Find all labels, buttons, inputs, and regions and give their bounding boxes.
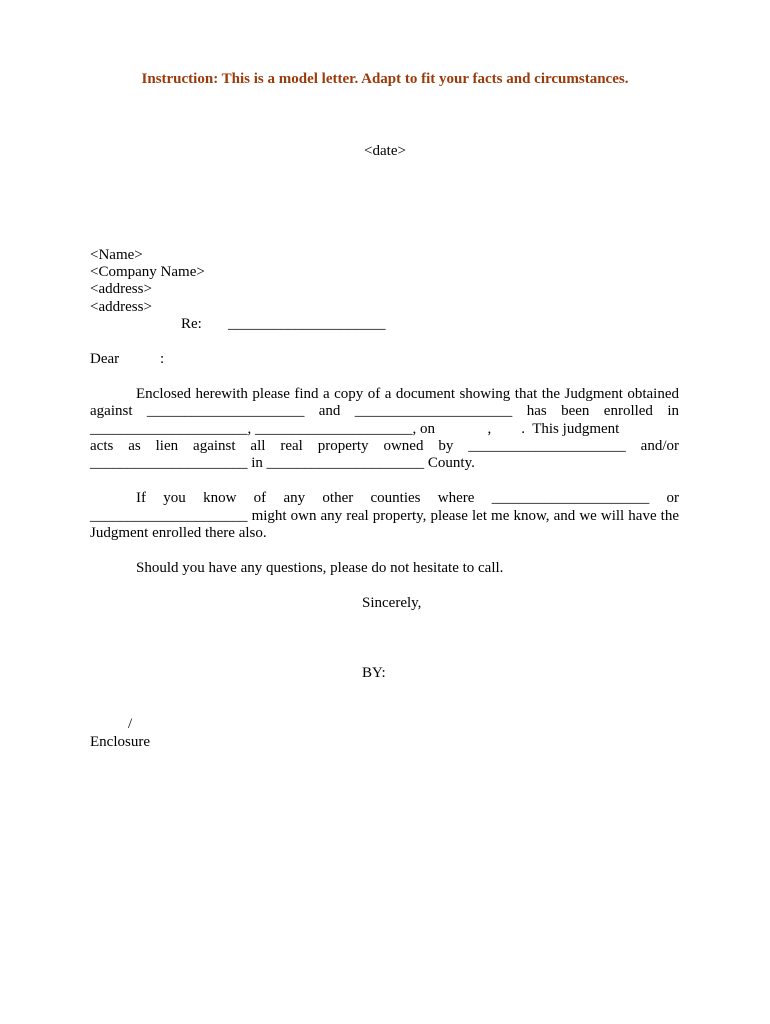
closing: Sincerely, bbox=[362, 595, 422, 611]
enclosure-label: Enclosure bbox=[90, 734, 150, 750]
paragraph-1-line-1: Enclosed herewith please find a copy of a document showing that the Judgment obtained bbox=[136, 386, 679, 402]
recipient-address-1: <address> bbox=[90, 281, 152, 297]
paragraph-1-line-2: against _____________________ and _____________________ has been enrolled in bbox=[90, 403, 679, 419]
salutation-colon: : bbox=[160, 351, 165, 367]
paragraph-1-line-5: _____________________ in _____________________ County. bbox=[90, 455, 475, 471]
date-placeholder: <date> bbox=[364, 143, 406, 159]
paragraph-3: Should you have any questions, please do not hesitate to call. bbox=[136, 560, 504, 576]
signature-by-label: BY: bbox=[362, 665, 386, 681]
salutation-word: Dear bbox=[90, 351, 120, 367]
re-blank: _____________________ bbox=[228, 316, 386, 332]
paragraph-1-line-3: _____________________, _____________________, on , . This judgment bbox=[90, 421, 620, 437]
paragraph-2-line-1: If you know of any other counties where _____________________ or bbox=[136, 490, 679, 506]
paragraph-2-line-3: Judgment enrolled there also. bbox=[90, 525, 267, 541]
re-label: Re: bbox=[181, 316, 202, 332]
recipient-name: <Name> bbox=[90, 247, 143, 263]
recipient-address-2: <address> bbox=[90, 299, 152, 315]
paragraph-2-line-2: _____________________ might own any real property, please let me know, and we will have the bbox=[90, 508, 679, 524]
paragraph-1-line-4: acts as lien against all real property owned by _____________________ and/or bbox=[90, 438, 679, 454]
instruction-note: Instruction: This is a model letter. Adapt to fit your facts and circumstances. bbox=[141, 71, 629, 87]
initials-slash: / bbox=[128, 716, 133, 732]
recipient-company: <Company Name> bbox=[90, 264, 205, 280]
